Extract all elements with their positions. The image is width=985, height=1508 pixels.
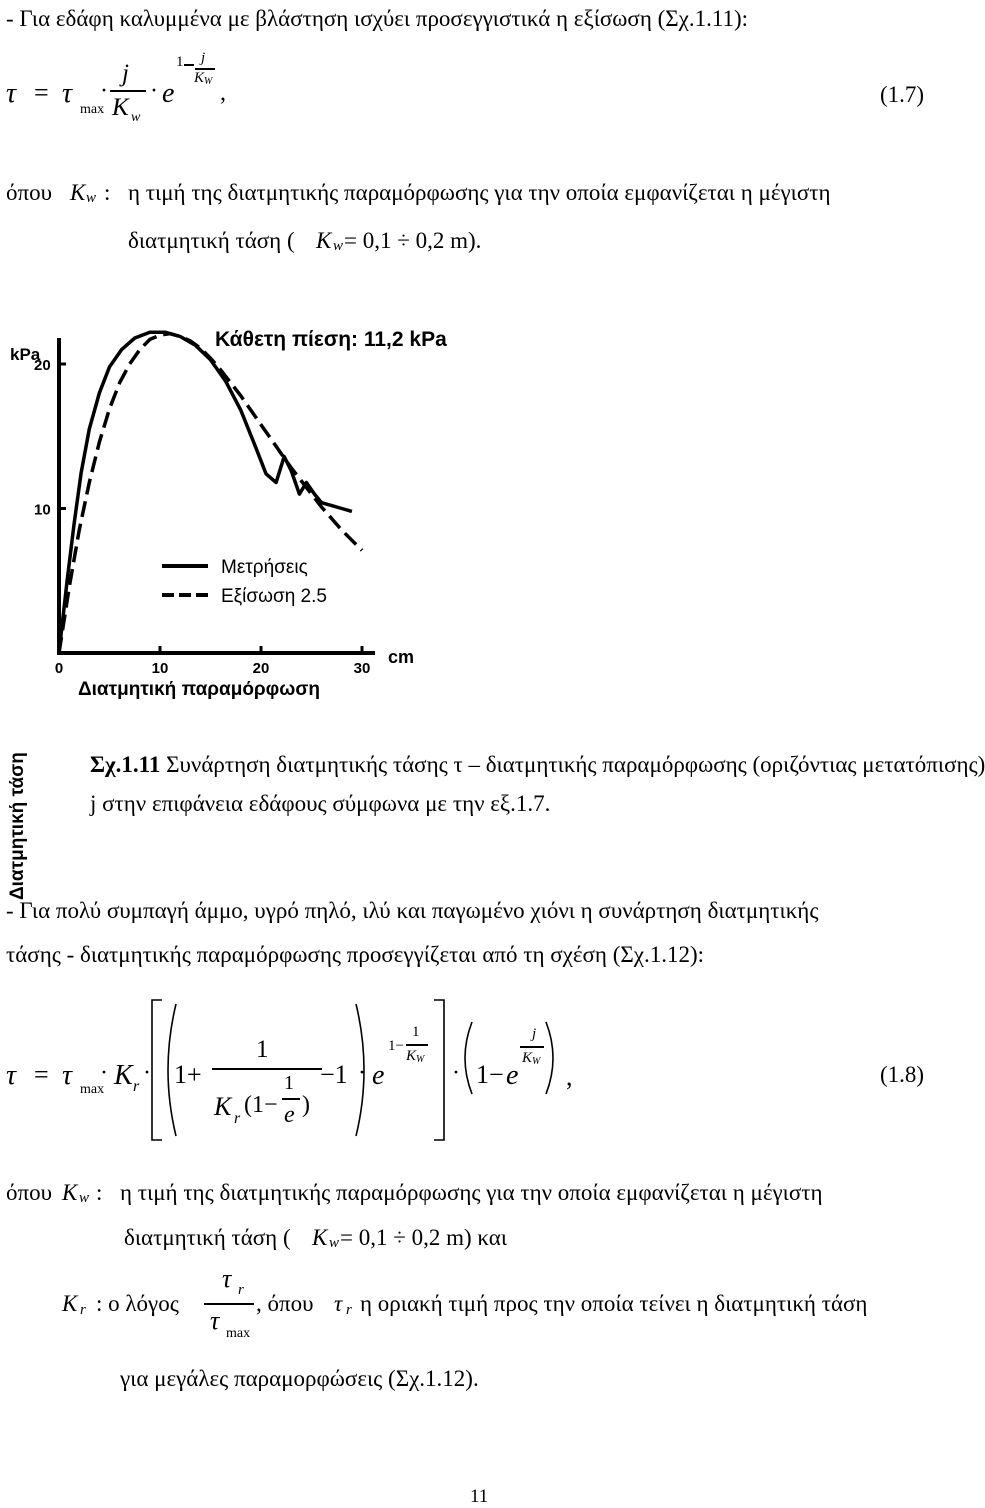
- y-unit-label: kPa: [10, 345, 41, 364]
- equation-number-1-7: (1.7): [880, 82, 925, 107]
- figure-caption: [90, 752, 985, 778]
- page-number: 11: [470, 1486, 489, 1507]
- x-tick-label: 20: [252, 660, 270, 677]
- paragraph-intro: - Για εδάφη καλυμμένα με βλάστηση ισχύει προσεγγιστικά η εξίσωση (Σχ.1.11):: [6, 6, 749, 31]
- paragraph-sand-line1: - Για πολύ συμπαγή άμμο, υγρό πηλό, ιλύ και παγωμένο χιόνι η συνάρτηση διατμητικής: [6, 898, 819, 923]
- x-tick-label: 10: [151, 660, 169, 677]
- y-tick-label: 10: [34, 501, 51, 519]
- x-unit-label: cm: [388, 647, 415, 667]
- paragraph-sand-line2: τάσης - διατμητικής παραμόρφωσης προσεγγίζεται από τη σχέση (Σχ.1.12):: [6, 942, 705, 967]
- x-tick-label: 0: [54, 660, 64, 677]
- y-axis-label: Διατμητική τάση: [7, 752, 28, 900]
- legend-measured-label: Μετρήσεις: [221, 557, 308, 578]
- chart-title: Κάθετη πίεση: 11,2 kPa: [215, 328, 447, 351]
- legend-equation-label: Εξίσωση 2.5: [221, 586, 327, 607]
- caption-line2: j στην επιφάνεια εδάφους σύμφωνα με την εξ.1.7.: [90, 791, 551, 816]
- equation-number-1-8: (1.8): [880, 1062, 925, 1087]
- caption-label: Σχ.1.11: [90, 752, 161, 777]
- caption-line1: Συνάρτηση διατμητικής τάσης τ – διατμητικής παραμόρφωσης (οριζόντιας μετατόπισης): [160, 752, 985, 777]
- x-axis-label: Διατμητική παραμόρφωση: [78, 679, 320, 700]
- y-tick-label: 20: [34, 357, 51, 374]
- x-tick-label: 30: [353, 660, 371, 677]
